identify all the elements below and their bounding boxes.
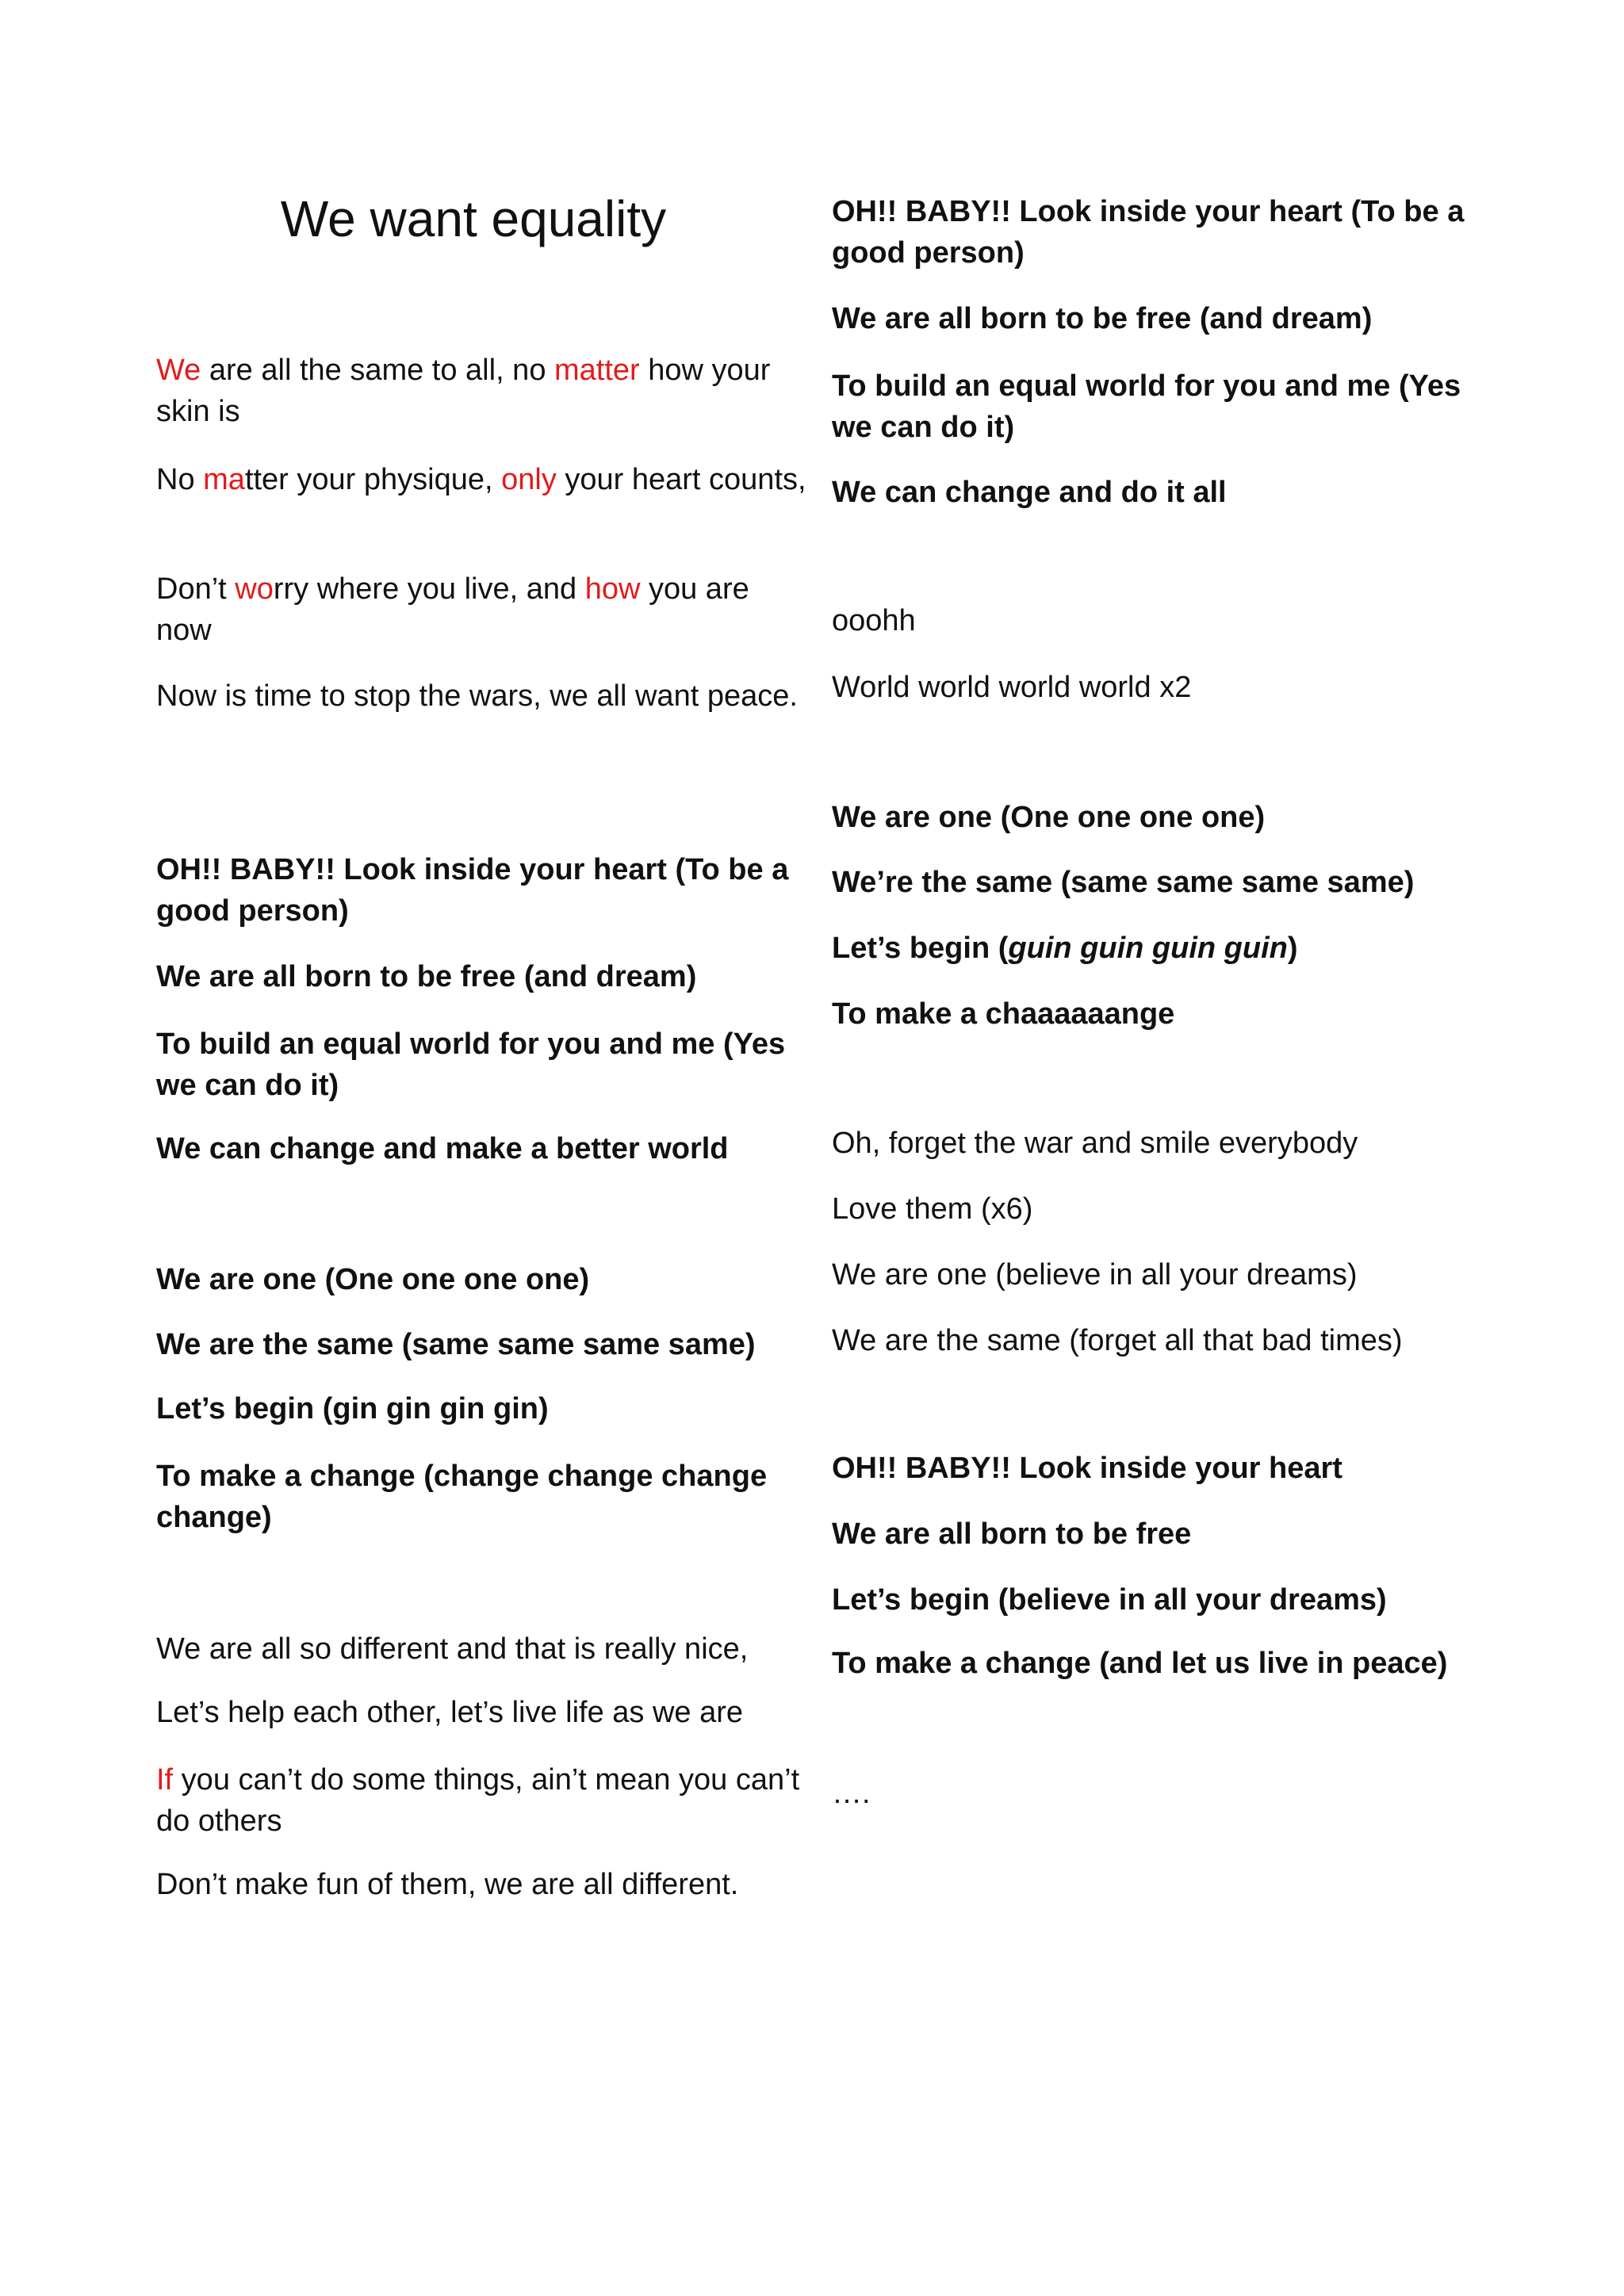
chorus1-line2: We are all born to be free (and dream) bbox=[156, 960, 697, 993]
verse2-line2: Let’s help each other, let’s live life as we are bbox=[156, 1696, 744, 1729]
verse1-line1: We are all the same to all, no matter how your skin is bbox=[156, 354, 771, 428]
chorus3-line4: To make a change (and let us live in peace) bbox=[832, 1647, 1448, 1680]
verse2-line4: Don’t make fun of them, we are all different. bbox=[156, 1868, 739, 1901]
bridge2-line2: We’re the same (same same same same) bbox=[832, 866, 1415, 899]
verse3-line3: We are one (believe in all your dreams) bbox=[832, 1258, 1358, 1292]
verse2-line3: If you can’t do some things, ain’t mean you can’t do others bbox=[156, 1763, 800, 1838]
highlight-word: We bbox=[156, 354, 201, 387]
bridge1-line3: Let’s begin (gin gin gin gin) bbox=[156, 1392, 549, 1425]
bridge1-line2: We are the same (same same same same) bbox=[156, 1328, 756, 1361]
verse2-line1: We are all so different and that is really nice, bbox=[156, 1632, 749, 1666]
verse3-line2: Love them (x6) bbox=[832, 1192, 1033, 1226]
verse1-line2: No matter your physique, only your heart counts, bbox=[156, 463, 806, 496]
song-title: We want equality bbox=[280, 190, 667, 247]
verse1-line4: Now is time to stop the wars, we all want peace. bbox=[156, 679, 798, 713]
verse3-line1: Oh, forget the war and smile everybody bbox=[832, 1127, 1358, 1160]
chorus1-line4: We can change and make a better world bbox=[156, 1132, 729, 1165]
bridge2-line1: We are one (One one one one) bbox=[832, 801, 1266, 834]
interlude-line2: World world world world x2 bbox=[832, 671, 1192, 704]
bridge1-line1: We are one (One one one one) bbox=[156, 1263, 590, 1296]
chorus3-line2: We are all born to be free bbox=[832, 1517, 1192, 1551]
bridge1-line4: To make a change (change change change change) bbox=[156, 1460, 768, 1534]
verse3-line4: We are the same (forget all that bad times) bbox=[832, 1324, 1403, 1357]
highlight-word: only bbox=[501, 463, 557, 496]
verse1-line3: Don’t worry where you live, and how you are now bbox=[156, 572, 749, 647]
chorus3-line1: OH!! BABY!! Look inside your heart bbox=[832, 1452, 1342, 1485]
chorus1-line3: To build an equal world for you and me (Yes we can do it) bbox=[156, 1027, 786, 1102]
ending-ellipsis: …. bbox=[832, 1777, 871, 1810]
highlight-word: wo bbox=[235, 572, 274, 606]
chorus2-line3: To build an equal world for you and me (Yes we can do it) bbox=[832, 369, 1461, 444]
highlight-word: If bbox=[156, 1763, 174, 1797]
bridge2-line4: To make a chaaaaaange bbox=[832, 997, 1175, 1031]
highlight-word: how bbox=[584, 572, 641, 606]
chorus1-line1: OH!! BABY!! Look inside your heart (To be a good person) bbox=[156, 853, 789, 928]
chorus3-line3: Let’s begin (believe in all your dreams) bbox=[832, 1583, 1387, 1617]
chorus2-line1: OH!! BABY!! Look inside your heart (To be a good person) bbox=[832, 195, 1465, 270]
highlight-word: matter bbox=[554, 354, 640, 387]
bridge2-line3: Let’s begin (guin guin guin guin) bbox=[832, 932, 1298, 965]
chorus2-line2: We are all born to be free (and dream) bbox=[832, 302, 1373, 335]
interlude-line1: ooohh bbox=[832, 604, 916, 637]
highlight-word: ma bbox=[203, 463, 245, 496]
chorus2-line4: We can change and do it all bbox=[832, 476, 1227, 509]
